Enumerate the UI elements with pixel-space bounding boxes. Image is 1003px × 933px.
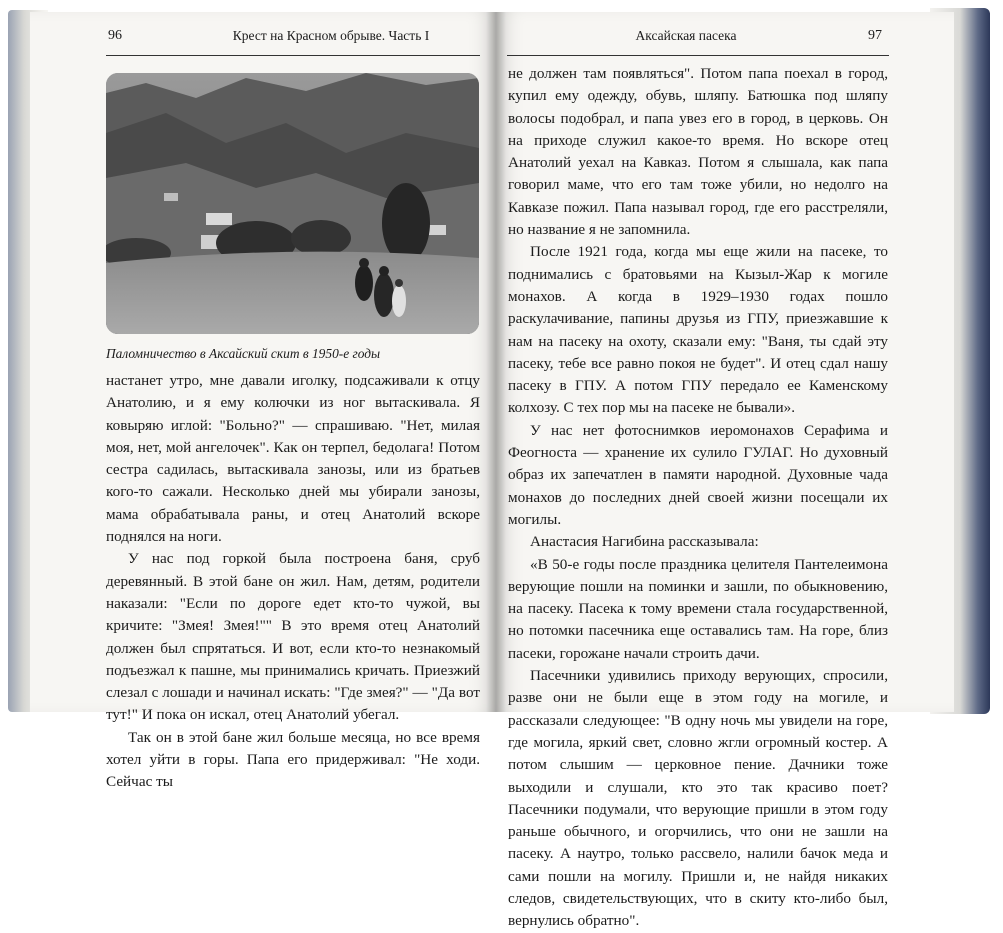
paragraph: После 1921 года, когда мы еще жили на пасеке, то поднимались с братовьями на Кызыл-Жар к могиле монахов. А когда в 1929–1930 годах пошло раскулачивание, папины друзья из ГПУ, приезжавшие к нам на пасеку на охоту, сказали ему: "Ваня, ты сдай эту пасеку, тебе все равно покоя не будет". И отец сдал нашу пасеку в ГПУ. А потом ГПУ передало ее Каменскому колхозу. С тех пор мы на пасеке не бывали». [508,243,888,417]
paragraph: не должен там появляться". Потом папа поехал в город, купил ему одежду, обувь, шляпу. Батюшка под шляпу волосы подобрал, и папа увез его в город, в церковь. Он на приходе служил какое-то время. Но вскоре отец Анатолий уехал на Кавказ. Потом я слышала, как папа говорил маме, что его там тоже убили, но недолго на Кавказе пожил. Папа называл город, где его расстреляли, но название я не запомнила. [508,65,888,239]
paragraph: Пасечники удивились приходу верующих, спросили, разве они не были еще в этом году на могиле, и рассказали следующее: "В одну ночь мы увидели на горе, где могила, яркий свет, словно жгли огромный костер. А потом слышим — церковное пение. Дачники тоже выходили и слушали, кто это так красиво поет? Пасечники подумали, что верующие пришли в этом году раньше обычного, и огорчились, что они не зашли на пасеку. А наутро, только рассвело, налили бачок меда и сами пошли на могилу. Пришли и, не найдя никаких следов, свидетельствующих, что в скиту кто-либо был, вернулись обратно". [508,667,888,930]
paragraph: Так он в этой бане жил больше месяца, но все время хотел уйти в горы. Папа его придерживал: "Не ходи. Сейчас ты [106,728,480,791]
book-gutter [486,12,506,712]
left-header-rule [106,55,480,56]
paragraph: Анастасия Нагибина рассказывала: [530,533,759,551]
right-page-text [508,63,888,933]
left-page-text [106,370,480,794]
left-running-title: Крест на Красном обрыве. Часть I [232,28,430,43]
right-page-number: 97 [868,28,882,43]
right-running-title: Аксайская пасека [635,28,737,43]
paragraph: «В 50-е годы после праздника целителя Пантелеимона верующие пошли на поминки и зашли, по обыкновению, на пасеку. Пасека к тому времени стала государственной, но потомки пасечника еще оставались там. На горе, близ пасеки, горожане начали строить дачи. [508,555,888,662]
paragraph: У нас нет фотоснимков иеромонахов Серафима и Феогноста — хранение их сулило ГУЛАГ. Но духовный образ их запечатлен в памяти народной. Духовные чада монахов до последних дней своей жизни посещали их могилы. [508,421,888,528]
left-page-number: 96 [108,28,122,43]
pilgrimage-photo [106,73,479,334]
right-header-rule [507,55,889,56]
photo-caption: Паломничество в Аксайский скит в 1950-е годы [106,346,381,361]
paragraph: У нас под горкой была построена баня, сруб деревянный. В этой бане он жил. Нам, детям, родители наказали: "Если по дороге едет кто-то чужой, вы кричите: "Змея! Змея!"" В это время отец Анатолий должен был спрятаться. И вот, если кто-то незнакомый подъезжал к пашне, мы принимались кричать. Приезжий слезал с лошади и начинал искать: "Где змея?" — "Да вот тут!" И пока он искал, отец Анатолий убегал. [106,550,480,724]
paragraph: настанет утро, мне давали иголку, подсаживали к отцу Анатолию, и я ему колючки из ног вытаскивала. Я ковыряю иглой: "Больно?" — спрашиваю. "Нет, милая моя, нет, мой ангелочек". Как он терпел, бедолага! Потом сестра садилась, вытаскивала занозы, или из братьев кого-то сажали. Несколько дней мы убирали занозы, мама обрабатывала раны, и отец Анатолий вскоре поднялся на ноги. [106,372,480,546]
